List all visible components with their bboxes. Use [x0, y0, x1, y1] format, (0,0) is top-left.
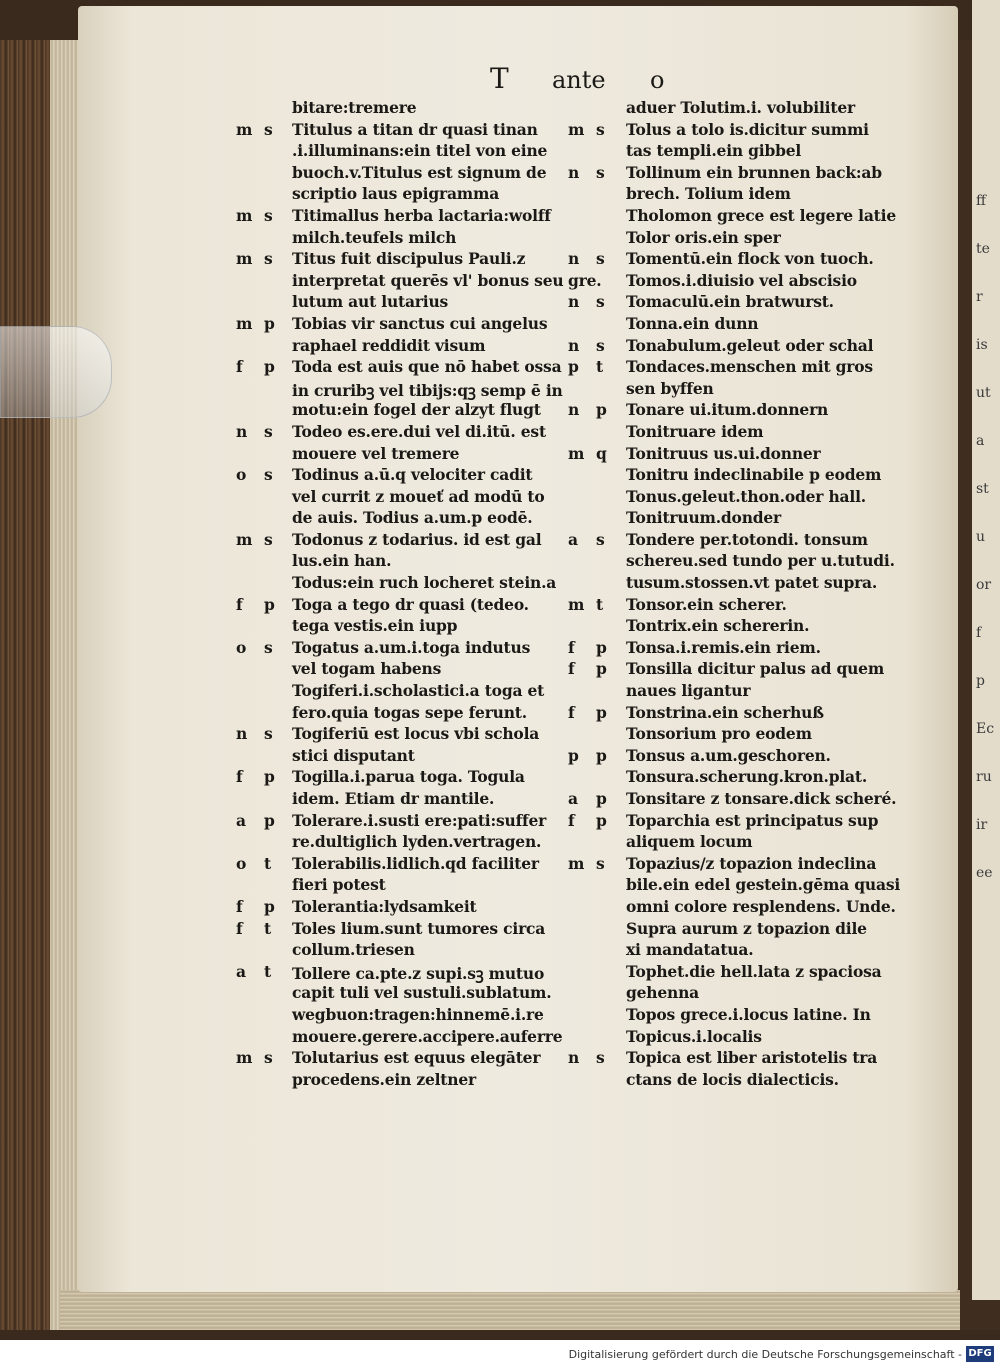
entry-text: Topazius/z topazion indeclina: [626, 853, 877, 873]
declension-marker: p: [264, 594, 275, 614]
entry-text: bile.ein edel gestein.gēma quasi: [626, 875, 901, 895]
declension-marker: p: [596, 702, 607, 722]
facing-page-fragment: te: [976, 241, 990, 257]
funding-credit: Digitalisierung gefördert durch die Deutsche Forschungsgemeinschaft -: [568, 1348, 962, 1361]
dictionary-line: [236, 573, 576, 595]
entry-text: Tonabulum.geleut oder schal: [626, 335, 874, 355]
page-edges-bottom: [60, 1290, 960, 1330]
dictionary-line: [568, 681, 908, 703]
declension-marker: t: [264, 853, 271, 873]
entry-text: Tomos.i.diuisio vel abscisio: [626, 270, 857, 290]
entry-text: tas templi.ein gibbel: [626, 141, 802, 161]
entry-text: mouere vel tremere: [292, 443, 460, 463]
declension-marker: s: [596, 292, 605, 312]
entry-text: scriptio laus epigramma: [292, 184, 500, 204]
dictionary-line: [568, 962, 908, 984]
entry-text: schereu.sed tundo per u.tutudi.: [626, 551, 895, 571]
dictionary-line: [236, 271, 576, 293]
declension-marker: p: [596, 745, 607, 765]
entry-text: Tollere ca.pte.z supi.sꝫ mutuo: [292, 963, 545, 983]
gender-marker: n: [568, 1048, 580, 1068]
dictionary-line: [568, 832, 908, 854]
entry-text: naues ligantur: [626, 681, 751, 701]
header-signature: o: [650, 66, 665, 94]
entry-text: vel togam habens: [292, 659, 442, 679]
dictionary-line: [568, 487, 908, 509]
dictionary-line: [568, 1005, 908, 1027]
dictionary-line: [236, 120, 576, 142]
dictionary-line: [568, 314, 908, 336]
entry-text: Tontrix.ein schererin.: [626, 616, 810, 636]
declension-marker: s: [264, 637, 273, 657]
entry-text: Tonsa.i.remis.ein riem.: [626, 637, 821, 657]
dfg-logo: DFG: [966, 1346, 994, 1362]
dictionary-line: [568, 336, 908, 358]
gender-marker: m: [236, 205, 253, 225]
declension-marker: p: [596, 400, 607, 420]
dictionary-line: [568, 703, 908, 725]
gender-marker: m: [568, 853, 585, 873]
entry-text: Tonna.ein dunn: [626, 313, 759, 333]
dictionary-line: [236, 703, 576, 725]
dictionary-line: [236, 422, 576, 444]
dictionary-line: [236, 724, 576, 746]
dictionary-line: [236, 336, 576, 358]
dictionary-line: [568, 983, 908, 1005]
dictionary-line: [568, 659, 908, 681]
declension-marker: s: [264, 1048, 273, 1068]
gender-marker: m: [236, 529, 253, 549]
facing-page-fragment: Ec: [976, 721, 995, 737]
entry-text: bitare:tremere: [292, 98, 417, 117]
dictionary-line: [568, 724, 908, 746]
declension-marker: s: [264, 205, 273, 225]
declension-marker: p: [264, 357, 275, 377]
entry-text: Tolor oris.ein sper: [626, 227, 781, 247]
dictionary-line: [568, 746, 908, 768]
dictionary-line: [568, 271, 908, 293]
entry-text: Topos grece.i.locus latine. In: [626, 1004, 871, 1024]
entry-text: Toparchia est principatus sup: [626, 810, 879, 830]
declension-marker: s: [264, 465, 273, 485]
entry-text: de auis. Todius a.um.p eodē.: [292, 508, 533, 528]
dictionary-line: [236, 508, 576, 530]
dictionary-line: [568, 854, 908, 876]
dictionary-line: [568, 811, 908, 833]
dictionary-line: [236, 746, 576, 768]
dictionary-line: [568, 551, 908, 573]
declension-marker: p: [596, 637, 607, 657]
declension-marker: q: [596, 443, 607, 463]
gender-marker: n: [568, 292, 580, 312]
dictionary-line: [568, 292, 908, 314]
gender-marker: p: [568, 357, 579, 377]
entry-text: raphael reddidit visum: [292, 335, 486, 355]
gender-marker: n: [236, 421, 248, 441]
entry-text: Togiferiū est locus vbi schola: [292, 724, 540, 744]
dictionary-line: [568, 400, 908, 422]
entry-text: Titimallus herba lactaria:wolff: [292, 205, 551, 225]
gender-marker: n: [568, 162, 580, 182]
gender-marker: f: [568, 810, 575, 830]
dictionary-line: [568, 508, 908, 530]
declension-marker: p: [596, 810, 607, 830]
entry-text: fero.quia togas sepe ferunt.: [292, 702, 527, 722]
left-column: [236, 98, 576, 1091]
dictionary-line: [568, 530, 908, 552]
entry-text: capit tuli vel sustuli.sublatum.: [292, 983, 552, 1003]
dictionary-line: [568, 1027, 908, 1049]
facing-page-fragment: or: [976, 577, 992, 593]
gender-marker: f: [568, 637, 575, 657]
dictionary-line: [236, 854, 576, 876]
dictionary-line: [568, 249, 908, 271]
dictionary-line: [236, 1027, 576, 1049]
dictionary-line: [236, 1070, 576, 1092]
entry-text: Tondere per.totondi. tonsum: [626, 529, 868, 549]
dictionary-line: [568, 875, 908, 897]
dictionary-line: [568, 184, 908, 206]
page-edges-left: [50, 40, 80, 1330]
dictionary-line: [568, 573, 908, 595]
entry-text: Toda est auis que nō habet ossa: [292, 357, 562, 377]
dictionary-line: [568, 919, 908, 941]
declension-marker: p: [596, 789, 607, 808]
dictionary-line: [568, 897, 908, 919]
entry-text: Titulus a titan dr quasi tinan: [292, 119, 538, 139]
dictionary-line: [236, 595, 576, 617]
dictionary-line: [236, 292, 576, 314]
entry-text: motu:ein fogel der alzyt flugt: [292, 400, 541, 420]
facing-page-fragment: p: [976, 673, 985, 689]
declension-marker: s: [596, 162, 605, 182]
facing-page-fragment: ee: [976, 865, 993, 881]
entry-text: Todinus a.ū.q velociter cadit: [292, 465, 533, 485]
gender-marker: n: [236, 724, 248, 744]
dictionary-line: [568, 465, 908, 487]
entry-text: Tophet.die hell.lata z spaciosa: [626, 961, 882, 981]
dictionary-line: [236, 811, 576, 833]
dictionary-line: [568, 120, 908, 142]
dictionary-line: [568, 767, 908, 789]
entry-text: Tonitruare idem: [626, 421, 764, 441]
entry-text: Tobias vir sanctus cui angelus: [292, 313, 548, 333]
gender-marker: a: [568, 789, 578, 808]
dictionary-line: [236, 465, 576, 487]
declension-marker: t: [264, 961, 271, 981]
dictionary-line: [236, 875, 576, 897]
dictionary-line: [236, 983, 576, 1005]
gender-marker: f: [236, 357, 243, 377]
declension-marker: s: [596, 335, 605, 355]
entry-text: Tonare ui.itum.donnern: [626, 400, 829, 420]
facing-page-fragments: [976, 190, 998, 950]
gender-marker: m: [236, 313, 253, 333]
dictionary-line: [236, 919, 576, 941]
dictionary-line: [236, 832, 576, 854]
gender-marker: gre.: [568, 270, 602, 290]
declension-marker: s: [264, 119, 273, 139]
entry-text: Tonsus a.um.geschoren.: [626, 745, 831, 765]
dictionary-line: [236, 400, 576, 422]
entry-text: lus.ein han.: [292, 551, 392, 571]
entry-text: Togiferi.i.scholastici.a toga et: [292, 681, 545, 701]
gender-marker: m: [568, 443, 585, 463]
glass-page-clip: [0, 326, 112, 418]
gender-marker: f: [568, 702, 575, 722]
declension-marker: s: [596, 119, 605, 139]
declension-marker: t: [596, 357, 603, 377]
dictionary-line: [568, 638, 908, 660]
entry-text: Supra aurum z topazion dile: [626, 918, 867, 938]
entry-text: procedens.ein zeltner: [292, 1069, 476, 1089]
entry-text: wegbuon:tragen:hinnemē.i.re: [292, 1004, 544, 1024]
dictionary-line: [568, 228, 908, 250]
gender-marker: f: [236, 767, 243, 787]
entry-text: Tonsor.ein scherer.: [626, 594, 787, 614]
entry-text: Tonsura.scherung.kron.plat.: [626, 767, 868, 787]
gender-marker: a: [236, 810, 246, 830]
dictionary-line: [236, 249, 576, 271]
dictionary-line: [236, 487, 576, 509]
dictionary-line: [236, 184, 576, 206]
declension-marker: t: [264, 918, 271, 938]
facing-page-fragment: a: [976, 433, 985, 449]
dictionary-line: [236, 98, 576, 120]
dictionary-line: [236, 163, 576, 185]
gender-marker: n: [568, 400, 580, 420]
dictionary-line: [236, 379, 576, 401]
entry-text: Todeo es.ere.dui vel di.itū. est: [292, 421, 546, 441]
entry-text: idem. Etiam dr mantile.: [292, 789, 495, 808]
dictionary-line: [236, 314, 576, 336]
entry-text: in cruribꝫ vel tibijs:qꝫ semp ē in: [292, 380, 563, 400]
facing-page-fragment: ut: [976, 385, 991, 401]
entry-text: collum.triesen: [292, 940, 415, 960]
entry-text: fieri potest: [292, 875, 386, 895]
gender-marker: a: [568, 529, 578, 549]
dictionary-line: [236, 789, 576, 811]
gender-marker: f: [236, 896, 243, 916]
entry-text: Topicus.i.localis: [626, 1026, 762, 1046]
entry-text: xi mandatatua.: [626, 940, 754, 960]
entry-text: Tomaculū.ein bratwurst.: [626, 292, 834, 312]
dictionary-line: [236, 940, 576, 962]
gender-marker: m: [236, 119, 253, 139]
dictionary-line: [236, 141, 576, 163]
entry-text: Tonitru indeclinabile p eodem: [626, 465, 882, 485]
gender-marker: f: [568, 659, 575, 679]
footer-bar: [0, 1340, 1000, 1368]
gender-marker: a: [236, 961, 246, 981]
facing-page-fragment: st: [976, 481, 989, 497]
entry-text: Tolus a tolo is.dicitur summi: [626, 119, 869, 139]
entry-text: Titus fuit discipulus Pauli.z: [292, 249, 526, 269]
declension-marker: p: [264, 313, 275, 333]
dictionary-line: [236, 1005, 576, 1027]
entry-text: mouere.gerere.accipere.auferre: [292, 1026, 563, 1046]
declension-marker: s: [596, 1048, 605, 1068]
declension-marker: s: [264, 529, 273, 549]
dictionary-line: [236, 551, 576, 573]
dictionary-line: [236, 530, 576, 552]
facing-page-fragment: is: [976, 337, 988, 353]
dictionary-line: [236, 638, 576, 660]
dictionary-line: [236, 206, 576, 228]
dictionary-line: [568, 422, 908, 444]
entry-text: lutum aut lutarius: [292, 292, 449, 312]
entry-text: Tollinum ein brunnen back:ab: [626, 162, 882, 182]
entry-text: Todonus z todarius. id est gal: [292, 529, 542, 549]
declension-marker: s: [596, 529, 605, 549]
header-letter: T: [490, 62, 509, 95]
dictionary-line: [236, 357, 576, 379]
dictionary-line: [568, 616, 908, 638]
entry-text: tusum.stossen.vt patet supra.: [626, 573, 878, 593]
entry-text: tega vestis.ein iupp: [292, 616, 458, 636]
declension-marker: s: [264, 249, 273, 269]
declension-marker: t: [596, 594, 603, 614]
entry-text: gehenna: [626, 983, 700, 1003]
gender-marker: f: [236, 594, 243, 614]
entry-text: ctans de locis dialecticis.: [626, 1069, 839, 1089]
entry-text: Todus:ein ruch locheret stein.a: [292, 573, 557, 593]
entry-text: interpretat querēs vl' bonus seu: [292, 270, 564, 290]
gender-marker: m: [568, 119, 585, 139]
facing-page-fragment: u: [976, 529, 986, 545]
entry-text: Tolerare.i.susti ere:pati:suffer: [292, 810, 547, 830]
declension-marker: s: [264, 421, 273, 441]
dictionary-line: [568, 357, 908, 379]
entry-text: Tonus.geleut.thon.oder hall.: [626, 486, 866, 506]
dictionary-line: [568, 1070, 908, 1092]
header-word: ante: [552, 66, 606, 94]
dictionary-line: [568, 789, 908, 811]
dictionary-line: [236, 444, 576, 466]
dictionary-line: [236, 681, 576, 703]
gender-marker: o: [236, 853, 247, 873]
dictionary-line: [568, 379, 908, 401]
declension-marker: p: [596, 659, 607, 679]
entry-text: aduer Tolutim.i. volubiliter: [626, 98, 855, 117]
entry-text: Tonsorium pro eodem: [626, 724, 812, 744]
dictionary-line: [568, 940, 908, 962]
facing-page-fragment: f: [976, 625, 982, 641]
entry-text: Tonitruum.donder: [626, 508, 782, 528]
entry-text: aliquem locum: [626, 832, 753, 852]
dictionary-line: [568, 141, 908, 163]
entry-text: Tholomon grece est legere latie: [626, 205, 896, 225]
dictionary-line: [568, 163, 908, 185]
dictionary-line: [236, 767, 576, 789]
entry-text: Tolerabilis.lidlich.qd faciliter: [292, 853, 539, 873]
dictionary-line: [568, 98, 908, 120]
dictionary-line: [568, 444, 908, 466]
gender-marker: o: [236, 637, 247, 657]
facing-page-fragment: ru: [976, 769, 992, 785]
entry-text: sen byffen: [626, 378, 714, 398]
declension-marker: p: [264, 767, 275, 787]
entry-text: Topica est liber aristotelis tra: [626, 1048, 878, 1068]
entry-text: Toga a tego dr quasi (tedeo.: [292, 594, 529, 614]
entry-text: milch.teufels milch: [292, 227, 457, 247]
dictionary-line: [568, 206, 908, 228]
entry-text: Tonsilla dicitur palus ad quem: [626, 659, 885, 679]
gender-marker: p: [568, 745, 579, 765]
entry-text: Tolutarius est equus elegāter: [292, 1048, 541, 1068]
entry-text: brech. Tolium idem: [626, 184, 791, 204]
right-column: [568, 98, 908, 1091]
dictionary-line: [236, 659, 576, 681]
declension-marker: s: [596, 853, 605, 873]
dictionary-line: [236, 616, 576, 638]
dictionary-line: [568, 595, 908, 617]
entry-text: buoch.v.Titulus est signum de: [292, 162, 547, 182]
entry-text: Tonitruus us.ui.donner: [626, 443, 821, 463]
dictionary-line: [568, 1048, 908, 1070]
entry-text: Tomentū.ein flock von tuoch.: [626, 249, 874, 269]
gender-marker: o: [236, 465, 247, 485]
entry-text: Togatus a.um.i.toga indutus: [292, 637, 531, 657]
declension-marker: s: [596, 249, 605, 269]
entry-text: Tolerantia:lydsamkeit: [292, 896, 477, 916]
facing-page-fragment: ff: [976, 193, 986, 209]
declension-marker: p: [264, 896, 275, 916]
gender-marker: n: [568, 249, 580, 269]
dictionary-line: [236, 1048, 576, 1070]
entry-text: re.dultiglich lyden.vertragen.: [292, 832, 542, 852]
entry-text: Tondaces.menschen mit gros: [626, 357, 873, 377]
declension-marker: p: [264, 810, 275, 830]
gender-marker: m: [568, 594, 585, 614]
entry-text: .i.illuminans:ein titel von eine: [292, 141, 548, 161]
entry-text: stici disputant: [292, 745, 415, 765]
dictionary-line: [236, 962, 576, 984]
entry-text: Tonsitare z tonsare.dick scheré.: [626, 789, 897, 808]
running-header: [0, 62, 1000, 95]
entry-text: omni colore resplendens. Unde.: [626, 896, 896, 916]
entry-text: vel currit z moueť ad modū to: [292, 486, 545, 506]
gender-marker: m: [236, 1048, 253, 1068]
dictionary-line: [236, 228, 576, 250]
declension-marker: s: [264, 724, 273, 744]
facing-page-fragment: r: [976, 289, 983, 305]
gender-marker: f: [236, 918, 243, 938]
gender-marker: n: [568, 335, 580, 355]
dictionary-line: [236, 897, 576, 919]
gender-marker: m: [236, 249, 253, 269]
entry-text: Tonstrina.ein scherhuß: [626, 702, 824, 722]
entry-text: Togilla.i.parua toga. Togula: [292, 767, 525, 787]
facing-page-fragment: ir: [976, 817, 988, 833]
entry-text: Toles lium.sunt tumores circa: [292, 918, 546, 938]
